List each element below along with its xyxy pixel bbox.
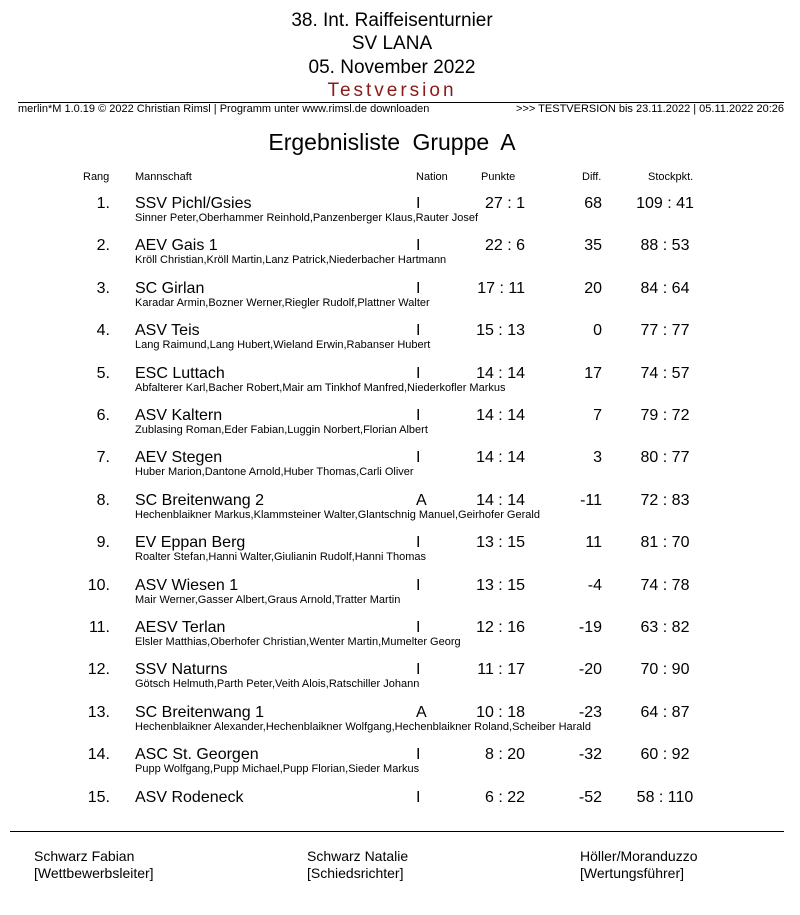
- team-difference: -32: [578, 746, 602, 763]
- team-points: 14 : 14: [476, 449, 525, 466]
- team-name: SC Girlan: [135, 280, 205, 297]
- result-row: [0, 491, 800, 533]
- club-name: SV LANA: [351, 33, 433, 54]
- column-header-diff: Diff.: [582, 171, 602, 183]
- team-stock-points: 64 : 87: [640, 704, 690, 721]
- team-points: 14 : 14: [476, 492, 525, 509]
- team-nation: I: [416, 746, 421, 763]
- team-nation: I: [416, 407, 421, 424]
- testversion-label: Testversion: [327, 80, 457, 101]
- team-rank: 8.: [96, 492, 110, 509]
- team-difference: 17: [584, 365, 602, 382]
- team-rank: 14.: [87, 746, 110, 763]
- tournament-title: 38. Int. Raiffeisenturnier: [291, 10, 493, 31]
- team-name: AEV Stegen: [135, 449, 223, 466]
- team-name: ASV Wiesen 1: [135, 577, 239, 594]
- team-nation: I: [416, 577, 421, 594]
- team-players: Mair Werner,Gasser Albert,Graus Arnold,Tratter Martin: [135, 594, 401, 606]
- column-header-nation: Nation: [416, 171, 448, 183]
- team-nation: I: [416, 237, 421, 254]
- team-name: ASV Kaltern: [135, 407, 223, 424]
- team-difference: 35: [584, 237, 602, 254]
- team-name: AESV Terlan: [135, 619, 226, 636]
- team-rank: 13.: [87, 704, 110, 721]
- team-nation: I: [416, 619, 421, 636]
- team-stock-points: 70 : 90: [640, 661, 690, 678]
- event-date: 05. November 2022: [308, 57, 476, 78]
- team-name: ASV Teis: [135, 322, 200, 339]
- team-name: SSV Naturns: [135, 661, 228, 678]
- team-nation: I: [416, 322, 421, 339]
- result-row: [0, 576, 800, 618]
- team-points: 13 : 15: [476, 577, 525, 594]
- team-name: SC Breitenwang 1: [135, 704, 264, 721]
- program-info: merlin*M 1.0.19 © 2022 Christian Rimsl | Programm unter www.rimsl.de downloaden: [18, 103, 430, 115]
- team-rank: 10.: [87, 577, 110, 594]
- team-points: 17 : 11: [477, 280, 525, 297]
- column-header-punkte: Punkte: [481, 171, 516, 183]
- team-players: Elsler Matthias,Oberhofer Christian,Wenter Martin,Mumelter Georg: [135, 636, 461, 648]
- team-difference: -11: [580, 492, 602, 509]
- team-points: 27 : 1: [484, 195, 525, 212]
- team-stock-points: 63 : 82: [640, 619, 690, 636]
- team-nation: I: [416, 195, 421, 212]
- team-points: 10 : 18: [476, 704, 525, 721]
- team-rank: 7.: [96, 449, 110, 466]
- team-players: Zublasing Roman,Eder Fabian,Luggin Norbert,Florian Albert: [135, 424, 428, 436]
- team-rank: 5.: [96, 365, 110, 382]
- signature-role: [Schiedsrichter]: [307, 865, 404, 881]
- team-difference: 7: [593, 407, 602, 424]
- result-row: [0, 406, 800, 448]
- team-difference: -4: [587, 577, 602, 594]
- signature-name: Höller/Moranduzzo: [580, 848, 698, 864]
- result-row: [0, 533, 800, 575]
- team-difference: -19: [578, 619, 602, 636]
- team-name: AEV Gais 1: [135, 237, 218, 254]
- team-players: Hechenblaikner Alexander,Hechenblaikner Wolfgang,Hechenblaikner Roland,Scheiber Harald: [135, 721, 591, 733]
- team-rank: 2.: [96, 237, 110, 254]
- result-row: [0, 448, 800, 490]
- team-stock-points: 74 : 57: [640, 365, 690, 382]
- team-rank: 11.: [88, 619, 110, 636]
- team-players: Pupp Wolfgang,Pupp Michael,Pupp Florian,Sieder Markus: [135, 763, 420, 775]
- team-points: 12 : 16: [476, 619, 525, 636]
- team-nation: A: [416, 492, 427, 509]
- team-stock-points: 84 : 64: [640, 280, 690, 297]
- team-rank: 3.: [96, 280, 110, 297]
- team-difference: 0: [593, 322, 602, 339]
- team-players: Roalter Stefan,Hanni Walter,Giulianin Rudolf,Hanni Thomas: [135, 551, 427, 563]
- team-points: 11 : 17: [477, 661, 525, 678]
- team-stock-points: 77 : 77: [640, 322, 690, 339]
- team-points: 15 : 13: [476, 322, 525, 339]
- team-players: Huber Marion,Dantone Arnold,Huber Thomas,Carli Oliver: [135, 466, 414, 478]
- team-difference: 3: [593, 449, 602, 466]
- column-header-mannschaft: Mannschaft: [135, 171, 192, 183]
- footer-divider: [10, 831, 784, 832]
- team-rank: 9.: [96, 534, 110, 551]
- result-row: [0, 788, 800, 830]
- signature-scorer: [580, 848, 698, 882]
- team-nation: A: [416, 704, 427, 721]
- team-difference: 20: [584, 280, 602, 297]
- team-nation: I: [416, 280, 421, 297]
- team-stock-points: 109 : 41: [636, 195, 694, 212]
- team-difference: -20: [578, 661, 602, 678]
- signature-name: Schwarz Fabian: [34, 848, 135, 864]
- team-points: 13 : 15: [476, 534, 525, 551]
- signature-role: [Wertungsführer]: [580, 865, 685, 881]
- team-name: ASV Rodeneck: [135, 789, 244, 806]
- team-nation: I: [416, 789, 421, 806]
- team-stock-points: 58 : 110: [636, 789, 694, 806]
- test-version-info: >>> TESTVERSION bis 23.11.2022 | 05.11.2022 20:26: [516, 103, 784, 115]
- team-name: ESC Luttach: [135, 365, 225, 382]
- team-rank: 12.: [87, 661, 110, 678]
- team-stock-points: 60 : 92: [640, 746, 690, 763]
- team-nation: I: [416, 661, 421, 678]
- team-difference: -52: [578, 789, 602, 806]
- team-name: EV Eppan Berg: [135, 534, 246, 551]
- team-difference: 11: [585, 534, 602, 551]
- team-rank: 6.: [96, 407, 110, 424]
- team-nation: I: [416, 534, 421, 551]
- team-stock-points: 79 : 72: [640, 407, 690, 424]
- team-name: ASC St. Georgen: [135, 746, 259, 763]
- result-row: [0, 364, 800, 406]
- signature-referee: [307, 848, 408, 882]
- team-points: 8 : 20: [484, 746, 525, 763]
- result-row: [0, 618, 800, 660]
- team-rank: 1.: [96, 195, 110, 212]
- team-stock-points: 72 : 83: [640, 492, 690, 509]
- result-row: [0, 321, 800, 363]
- team-rank: 15.: [87, 789, 110, 806]
- column-header-rang: Rang: [83, 171, 110, 183]
- result-row: [0, 703, 800, 745]
- team-points: 14 : 14: [476, 407, 525, 424]
- team-points: 6 : 22: [484, 789, 525, 806]
- team-difference: -23: [578, 704, 602, 721]
- signature-role: [Wettbewerbsleiter]: [34, 865, 154, 881]
- result-row: [0, 279, 800, 321]
- team-players: Kröll Christian,Kröll Martin,Lanz Patrick,Niederbacher Hartmann: [135, 254, 447, 266]
- team-difference: 68: [584, 195, 602, 212]
- result-row: [0, 236, 800, 278]
- team-players: Götsch Helmuth,Parth Peter,Veith Alois,Ratschiller Johann: [135, 678, 420, 690]
- team-players: Abfalterer Karl,Bacher Robert,Mair am Tinkhof Manfred,Niederkofler Markus: [135, 382, 506, 394]
- team-name: SC Breitenwang 2: [135, 492, 264, 509]
- team-rank: 4.: [96, 322, 110, 339]
- team-stock-points: 80 : 77: [640, 449, 690, 466]
- team-points: 14 : 14: [476, 365, 525, 382]
- team-stock-points: 81 : 70: [640, 534, 690, 551]
- result-row: [0, 745, 800, 787]
- team-nation: I: [416, 365, 421, 382]
- signature-name: Schwarz Natalie: [307, 848, 409, 864]
- team-players: Hechenblaikner Markus,Klammsteiner Walter,Glantschnig Manuel,Geirhofer Gerald: [135, 509, 540, 521]
- team-points: 22 : 6: [484, 237, 525, 254]
- team-nation: I: [416, 449, 421, 466]
- team-name: SSV Pichl/Gsies: [135, 195, 252, 212]
- signature-competition-leader: [34, 848, 154, 882]
- team-stock-points: 74 : 78: [640, 577, 690, 594]
- result-row: [0, 194, 800, 236]
- result-row: [0, 660, 800, 702]
- team-players: Sinner Peter,Oberhammer Reinhold,Panzenberger Klaus,Rauter Josef: [135, 212, 479, 224]
- page-title: Ergebnisliste Gruppe A: [268, 129, 516, 155]
- team-players: Karadar Armin,Bozner Werner,Riegler Rudolf,Plattner Walter: [135, 297, 430, 309]
- column-header-stockpkt: Stockpkt.: [648, 171, 694, 183]
- team-stock-points: 88 : 53: [640, 237, 690, 254]
- team-players: Lang Raimund,Lang Hubert,Wieland Erwin,Rabanser Hubert: [135, 339, 431, 351]
